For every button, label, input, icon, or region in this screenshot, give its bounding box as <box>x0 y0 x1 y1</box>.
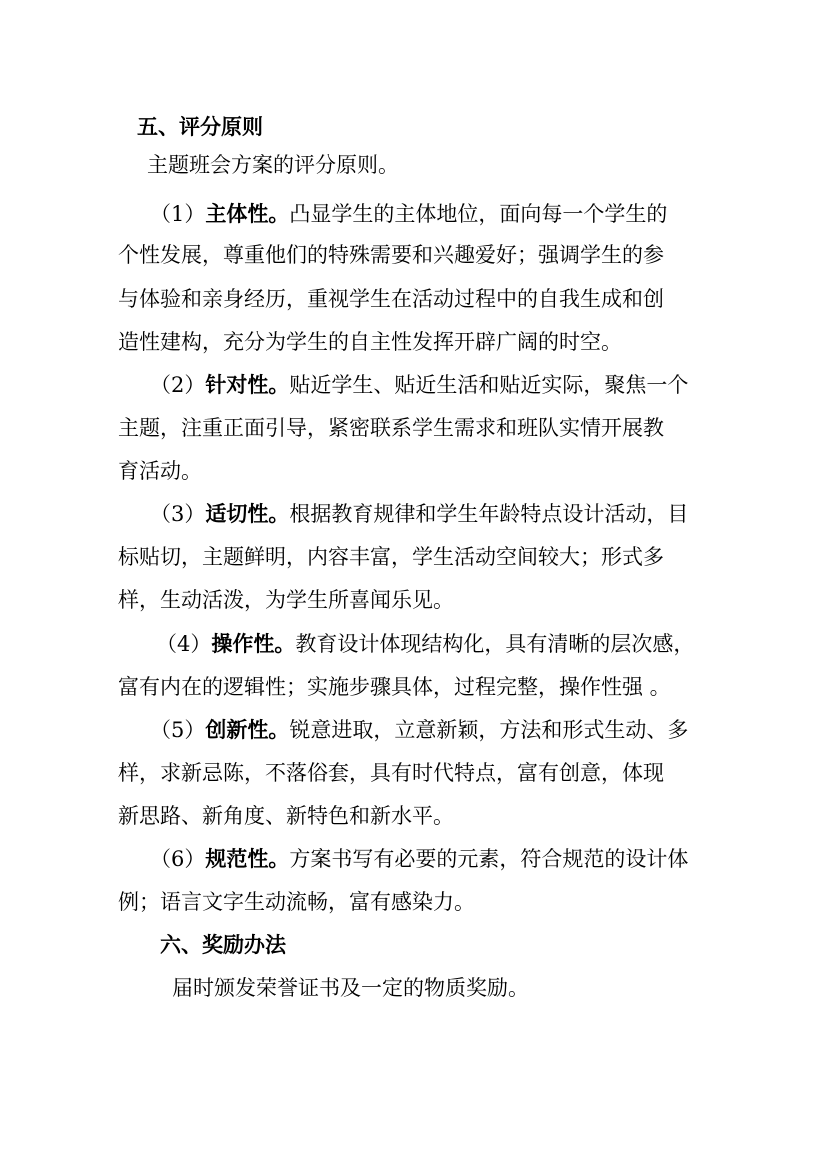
principle-line: 个性发展，尊重他们的特殊需要和兴趣爱好；强调学生的参 <box>118 243 664 267</box>
principle-text: 方案书写有必要的元素，符合规范的设计体 <box>289 847 689 871</box>
principle-1-first-line <box>150 199 667 229</box>
section-heading-rewards: 六、奖励办法 <box>160 932 286 957</box>
principle-line: 造性建构，充分为学生的自主性发挥开辟广阔的时空。 <box>118 330 622 354</box>
principle-title: 创新性。 <box>205 717 290 742</box>
principle-number: （5） <box>150 718 206 742</box>
principle-title: 操作性。 <box>211 631 296 656</box>
principle-5-first-line <box>150 715 688 745</box>
principle-line: 例；语言文字生动流畅，富有感染力。 <box>118 890 475 914</box>
principle-number: （2） <box>150 373 206 397</box>
principle-2-first-line <box>150 370 688 400</box>
principle-text: 根据教育规律和学生年龄特点设计活动，目 <box>289 502 689 526</box>
principle-6-first-line <box>150 844 688 874</box>
principle-title: 规范性。 <box>205 846 290 871</box>
principle-line: 新思路、新角度、新特色和新水平。 <box>118 804 454 828</box>
principle-line: 与体验和亲身经历，重视学生在活动过程中的自我生成和创 <box>118 287 664 311</box>
principle-line: 样，生动活泼，为学生所喜闻乐见。 <box>118 588 454 612</box>
principle-text: 锐意进取，立意新颖，方法和形式生动、多 <box>289 718 689 742</box>
rewards-text: 届时颁发荣誉证书及一定的物质奖励。 <box>172 976 529 1000</box>
principle-line: 主题，注重正面引导，紧密联系学生需求和班队实情开展教 <box>118 416 664 440</box>
principle-4-first-line <box>156 629 694 659</box>
principle-number: （4） <box>156 632 212 656</box>
principle-3-first-line <box>150 499 688 529</box>
principle-text: 凸显学生的主体地位，面向每一个学生的 <box>289 202 668 226</box>
section-intro: 主题班会方案的评分原则。 <box>147 153 399 177</box>
principle-text: 教育设计体现结构化，具有清晰的层次感， <box>295 632 695 656</box>
principle-text: 贴近学生、贴近生活和贴近实际，聚焦一个 <box>289 373 689 397</box>
section-heading-scoring: 五、评分原则 <box>137 114 263 139</box>
principle-line: 标贴切，主题鲜明，内容丰富，学生活动空间较大；形式多 <box>118 545 664 569</box>
principle-title: 主体性。 <box>205 201 290 226</box>
principle-number: （1） <box>150 202 206 226</box>
principle-line: 样，求新忌陈，不落俗套，具有时代特点，富有创意，体现 <box>118 761 664 785</box>
principle-number: （6） <box>150 847 206 871</box>
principle-title: 适切性。 <box>205 501 290 526</box>
principle-title: 针对性。 <box>205 372 290 397</box>
principle-line: 富有内在的逻辑性；实施步骤具体，过程完整，操作性强 。 <box>118 675 671 699</box>
principle-line: 育活动。 <box>118 459 202 483</box>
principle-number: （3） <box>150 502 206 526</box>
